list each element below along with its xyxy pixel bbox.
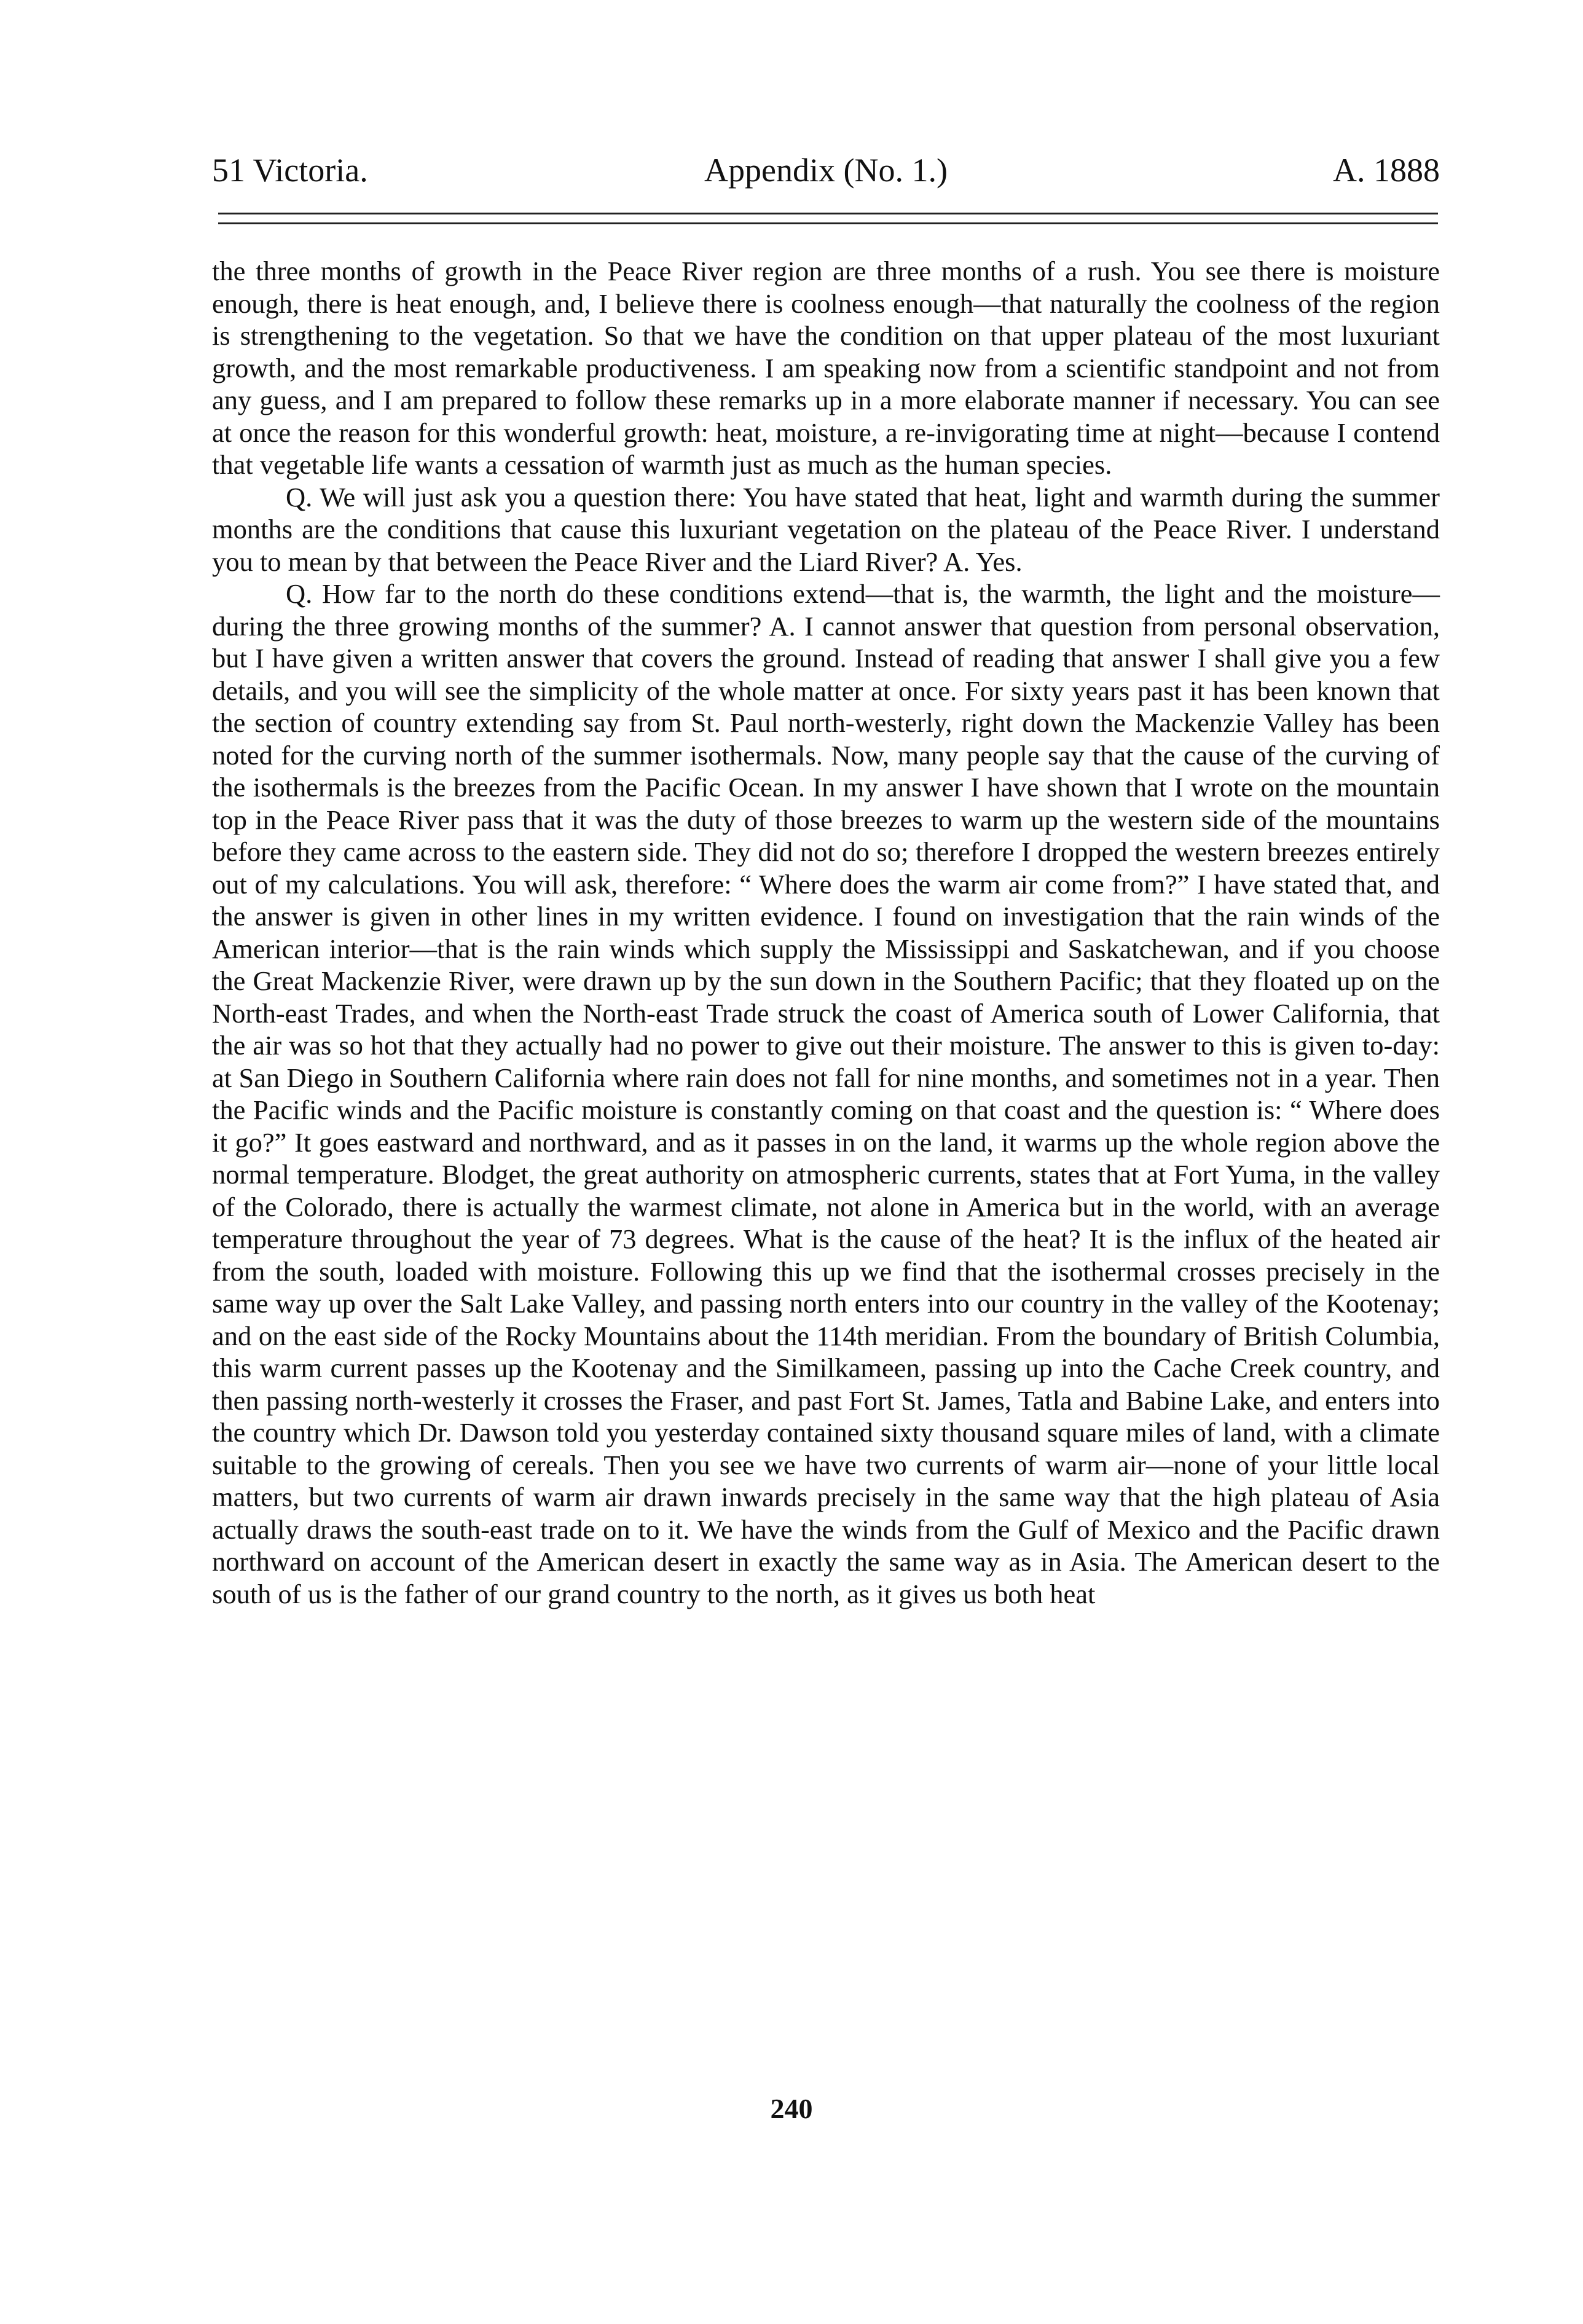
paragraph-question-1: Q. We will just ask you a question there: You have stated that heat, light and warmth during the summer months are the conditions that cause this luxuriant vegetation on the plateau of the Peace River. I understand you to mean by that between the Peace River and the Liard River? A. Yes.	[212, 481, 1440, 577]
paragraph-continued: the three months of growth in the Peace River region are three months of a rush. You see there is moisture enough, there is heat enough, and, I believe there is coolness enough—that naturally the coolness of the region is strengthening to the vegetation. So that we have the condition on that upper plateau of the most luxuriant growth, and the most remarkable productiveness. I am speaking now from a scientific standpoint and not from any guess, and I am prepared to follow these remarks up in a more elaborate manner if necessary. You can see at once the reason for this wonderful growth: heat, moisture, a re-invigorating time at night—because I contend that vegetable life wants a cessation of warmth just as much as the human species.	[212, 256, 1440, 480]
header-session: 51 Victoria.	[212, 152, 368, 189]
page-body	[212, 255, 1440, 1610]
paragraph-question-2: Q. How far to the north do these conditions extend—that is, the warmth, the light and the moisture—during the three growing months of the summer? A. I cannot answer that question from personal observation, but I have given a written answer that covers the ground. Instead of reading that answer I shall give you a few details, and you will see the simplicity of the whole matter at once. For sixty years past it has been known that the section of country extending say from St. Paul north-westerly, right down the Mackenzie Valley has been noted for the curving north of the summer isothermals. Now, many people say that the cause of the curving of the isothermals is the breezes from the Pacific Ocean. In my answer I have shown that I wrote on the mountain top in the Peace River pass that it was the duty of those breezes to warm up the western side of the mountains before they came across to the eastern side. They did not do so; therefore I dropped the western breezes entirely out of my calculations. You will ask, therefore: “ Where does the warm air come from?” I have stated that, and the answer is given in other lines in my written evidence. I found on investigation that the rain winds of the American interior—that is the rain winds which supply the Mississippi and Saskatchewan, and if you choose the Great Mackenzie River, were drawn up by the sun down in the Southern Pacific; that they floated up on the North-east Trades, and when the North-east Trade struck the coast of America south of Lower California, that the air was so hot that they actually had no power to give out their moisture. The answer to this is given to-day: at San Diego in Southern California where rain does not fall for nine months, and sometimes not in a year. Then the Pacific winds and the Pacific moisture is constantly coming on that coast and the question is: “ Where does it go?” It goes eastward and northward, and as it passes in on the land, it warms up the whole region above the normal temperature. Blodget, the great authority on atmospheric currents, states that at Fort Yuma, in the valley of the Colorado, there is actually the warmest climate, not alone in America but in the world, with an average temperature throughout the year of 73 degrees. What is the cause of the heat? It is the influx of the heated air from the south, loaded with moisture. Following this up we find that the isothermal crosses precisely in the same way up over the Salt Lake Valley, and passing north enters into our country in the valley of the Kootenay; and on the east side of the Rocky Mountains about the 114th meridian. From the boundary of British Columbia, this warm current passes up the Kootenay and the Similkameen, passing up into the Cache Creek country, and then passing north-westerly it crosses the Fraser, and past Fort St. James, Tatla and Babine Lake, and enters into the country which Dr. Dawson told you yesterday contained sixty thousand square miles of land, with a climate suitable to the growing of cereals. Then you see we have two currents of warm air—none of your little local matters, but two currents of warm air drawn inwards precisely in the same way that the high plateau of Asia actually draws the south-east trade on to it. We have the winds from the Gulf of Mexico and the Pacific drawn northward on account of the American desert in exactly the same way as in Asia. The American desert to the south of us is the father of our grand country to the north, as it gives us both heat	[212, 578, 1440, 1609]
page-number: 240	[770, 2093, 813, 2124]
header-appendix: Appendix (No. 1.)	[704, 152, 948, 189]
page-header	[212, 143, 1440, 198]
header-rule-top	[218, 213, 1438, 214]
header-rule-bottom	[218, 222, 1438, 224]
header-year: A. 1888	[1333, 152, 1440, 189]
